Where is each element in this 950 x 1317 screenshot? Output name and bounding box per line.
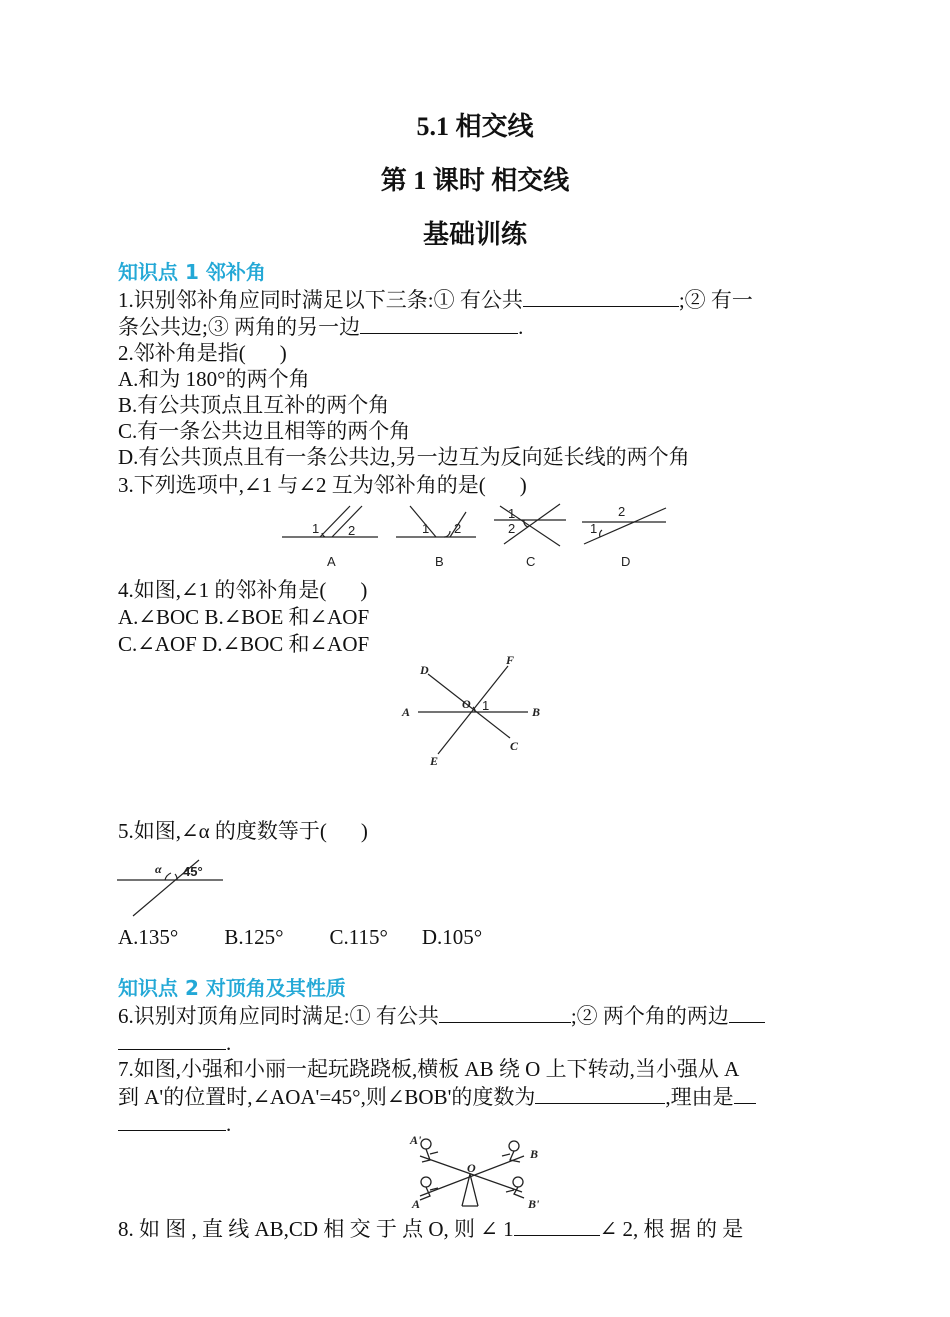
q6-text-a: 6.识别对顶角应同时满足:① 有公共 (118, 1004, 439, 1028)
child-a-icon (420, 1177, 438, 1200)
q3-a-angle-1: 1 (312, 521, 320, 536)
q4-angle-1: 1 (482, 698, 490, 713)
q7-text-c: ,理由是 (665, 1085, 734, 1109)
q3-label-d: D (621, 554, 631, 569)
q7-label-o: O (467, 1161, 476, 1175)
q7-label-a: A (412, 1197, 421, 1211)
q5-alpha-label: α (155, 862, 162, 876)
q7-text-b: 到 A'的位置时,∠AOA'=45°,则∠BOB'的度数为 (118, 1085, 536, 1109)
q5-option-c: C.115° (329, 925, 388, 949)
section-title: 5.1 相交线 (416, 112, 534, 141)
q5-close-paren: ) (360, 819, 368, 843)
q3-close-paren: ) (519, 473, 527, 497)
q7-text-d: . (226, 1112, 232, 1136)
q6-blank-2-end[interactable] (118, 1029, 226, 1050)
q6-text-c: . (226, 1031, 232, 1055)
q7-blank-1[interactable] (535, 1083, 665, 1104)
q3-c-angle-1: 1 (508, 506, 516, 521)
q6-blank-2-start[interactable] (729, 1002, 765, 1023)
q4-point-f: F (506, 653, 515, 667)
q7-label-b: B (530, 1147, 539, 1161)
q1-blank-2[interactable] (360, 313, 518, 334)
q4-point-a: A (402, 705, 411, 719)
q3-figure-d (582, 504, 666, 569)
q3-figure-a (282, 506, 378, 569)
q1-text-a: 1.识别邻补角应同时满足以下三条:① 有公共 (118, 288, 523, 312)
q5-options (118, 924, 834, 951)
q3-a-angle-2: 2 (348, 523, 356, 538)
question-1-line-2 (118, 313, 834, 341)
q5-45-label: 45° (183, 864, 203, 879)
q5-figure (115, 856, 230, 918)
q6-blank-1[interactable] (439, 1002, 571, 1023)
q1-text-b: ;② 有一 (678, 288, 753, 312)
q4-stem-text: 4.如图,∠1 的邻补角是( (118, 578, 327, 602)
question-6-line-2 (118, 1029, 834, 1057)
q7-label-b-prime: B' (528, 1197, 540, 1211)
q4-options-row-1: A.∠BOC B.∠BOE 和∠AOF (118, 605, 370, 629)
q8-blank-1[interactable] (514, 1215, 600, 1236)
knowledge-point-1-heading: 知识点 1 邻补角 (118, 260, 266, 284)
q4-point-d: D (420, 663, 429, 677)
q5-stem-text: 5.如图,∠α 的度数等于( (118, 819, 327, 843)
q1-blank-1[interactable] (523, 286, 679, 307)
q3-figure-b (396, 506, 476, 569)
q3-stem-text: 3.下列选项中,∠1 与∠2 互为邻补角的是( (118, 473, 486, 497)
question-3-stem (118, 472, 834, 499)
q4-point-c: C (510, 739, 519, 753)
q2-option-a: A.和为 180°的两个角 (118, 367, 310, 391)
q3-c-angle-2: 2 (508, 521, 516, 536)
q5-option-b: B.125° (224, 925, 284, 949)
knowledge-point-2-heading: 知识点 2 对顶角及其性质 (118, 976, 346, 1000)
q8-text-a: 8. 如 图 , 直 线 AB,CD 相 交 于 点 O, 则 ∠ 1 (118, 1217, 514, 1241)
q3-d-angle-1: 1 (590, 521, 598, 536)
lesson-title: 第 1 课时 相交线 (380, 166, 570, 195)
q5-option-a: A.135° (118, 925, 179, 949)
q4-point-b: B (532, 705, 541, 719)
q4-point-o: O (462, 697, 471, 711)
question-8-line-1 (118, 1215, 834, 1243)
q1-text-c: 条公共边;③ 两角的另一边 (118, 315, 361, 339)
q3-b-angle-2: 2 (454, 521, 462, 536)
q3-label-a: A (327, 554, 336, 569)
question-2-stem (118, 340, 834, 367)
q2-close-paren: ) (279, 341, 287, 365)
q1-text-d: . (518, 315, 524, 339)
q4-close-paren: ) (360, 578, 368, 602)
q3-b-angle-1: 1 (422, 521, 430, 536)
question-7-line-1: 7.如图,小强和小丽一起玩跷跷板,横板 AB 绕 O 上下转动,当小强从 A (118, 1057, 740, 1081)
question-1-line-1 (118, 286, 834, 314)
question-4-stem (118, 577, 834, 604)
q2-option-c: C.有一条公共边且相等的两个角 (118, 419, 411, 443)
q8-text-b: ∠ 2, 根 据 的 是 (599, 1217, 744, 1241)
q2-stem-text: 2.邻补角是指( (118, 341, 246, 365)
part-title: 基础训练 (422, 220, 527, 249)
question-7-line-2 (118, 1083, 834, 1111)
q3-label-c: C (526, 554, 536, 569)
q7-blank-2-start[interactable] (734, 1083, 756, 1104)
q5-option-d: D.105° (421, 925, 483, 949)
q3-d-angle-2: 2 (618, 504, 626, 519)
q3-figure-c (494, 504, 566, 569)
question-6-line-1 (118, 1002, 834, 1030)
q2-option-d: D.有公共顶点且有一条公共边,另一边互为反向延长线的两个角 (118, 445, 690, 469)
child-a-prime-icon (421, 1139, 438, 1162)
question-5-stem (118, 818, 834, 845)
q4-options-row-2: C.∠AOF D.∠BOC 和∠AOF (118, 632, 370, 656)
q3-figures (278, 500, 678, 572)
q6-text-b: ;② 两个角的两边 (570, 1004, 729, 1028)
q7-seesaw-figure (404, 1132, 554, 1212)
q3-label-b: B (435, 554, 444, 569)
q7-label-a-prime: A' (410, 1133, 422, 1147)
q4-figure (398, 652, 548, 772)
q7-blank-2-end[interactable] (118, 1110, 226, 1131)
q4-point-e: E (430, 754, 439, 768)
q2-option-b: B.有公共顶点且互补的两个角 (118, 393, 390, 417)
